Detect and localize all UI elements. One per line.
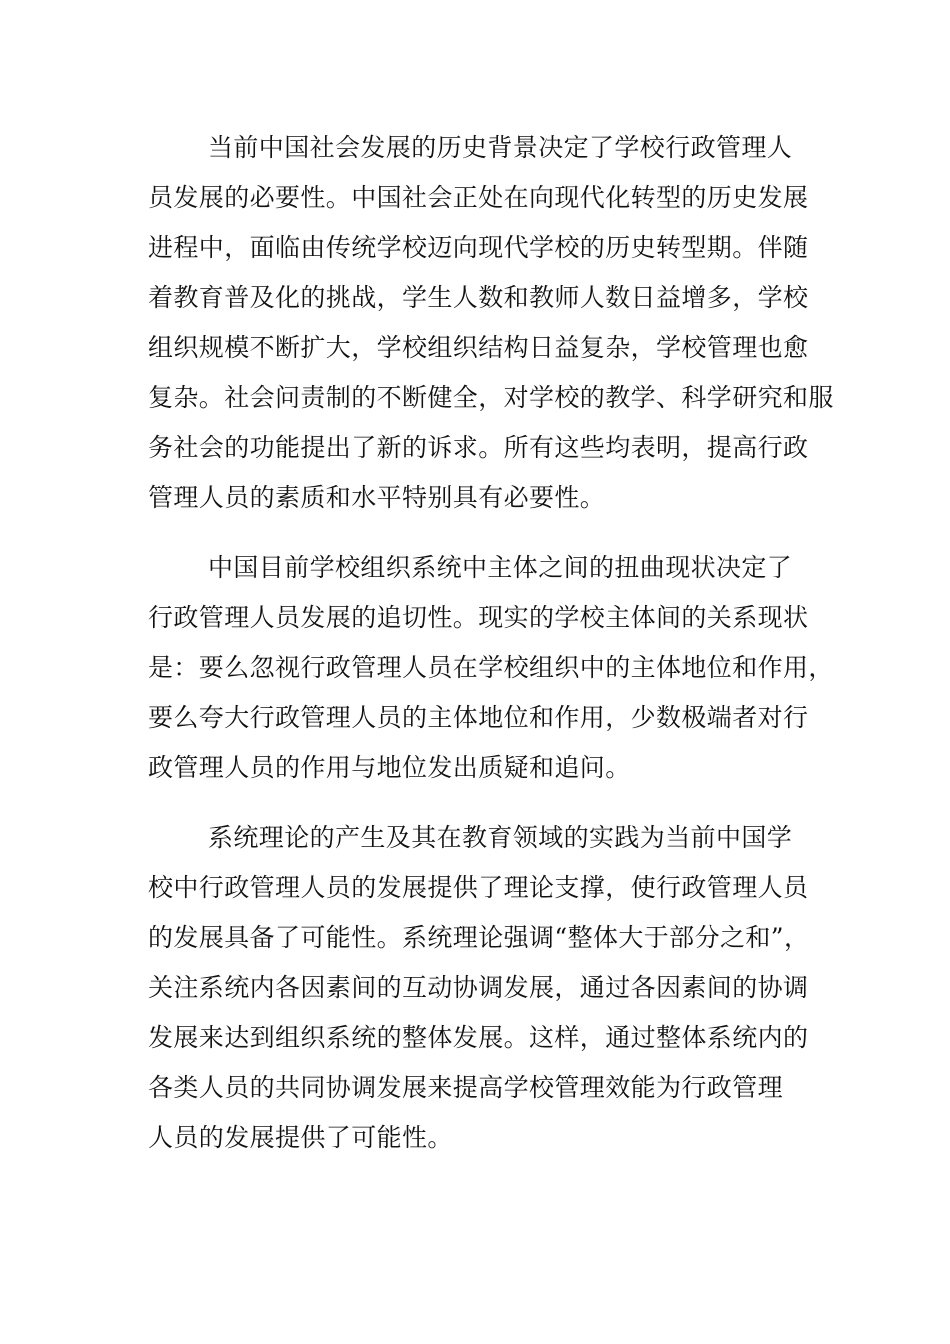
paragraph-line: 系统理论的产生及其在教育领域的实践为当前中国学 xyxy=(208,823,793,852)
paragraph-2 xyxy=(148,543,838,793)
paragraph-line: 复杂。社会问责制的不断健全，对学校的教学、科学研究和服 xyxy=(148,383,834,412)
paragraph-line: 员发展的必要性。中国社会正处在向现代化转型的历史发展 xyxy=(148,183,809,212)
paragraph-3 xyxy=(148,813,838,1163)
paragraph-line: 政管理人员的作用与地位发出质疑和追问。 xyxy=(148,753,631,782)
paragraph-line: 发展来达到组织系统的整体发展。这样，通过整体系统内的 xyxy=(148,1023,809,1052)
paragraph-line: 是：要么忽视行政管理人员在学校组织中的主体地位和作用， xyxy=(148,653,834,682)
paragraph-line: 行政管理人员发展的追切性。现实的学校主体间的关系现状 xyxy=(148,603,809,632)
paragraph-line: 当前中国社会发展的历史背景决定了学校行政管理人 xyxy=(208,133,793,162)
paragraph-line: 各类人员的共同协调发展来提高学校管理效能为行政管理 xyxy=(148,1073,784,1102)
paragraph-line: 管理人员的素质和水平特别具有必要性。 xyxy=(148,483,606,512)
paragraph-line: 的发展具备了可能性。系统理论强调“整体大于部分之和”， xyxy=(148,923,810,952)
paragraph-line: 进程中，面临由传统学校迈向现代学校的历史转型期。伴随 xyxy=(148,233,809,262)
paragraph-line: 中国目前学校组织系统中主体之间的扭曲现状决定了 xyxy=(208,553,793,582)
paragraph-line: 务社会的功能提出了新的诉求。所有这些均表明，提高行政 xyxy=(148,433,809,462)
paragraph-line: 人员的发展提供了可能性。 xyxy=(148,1123,453,1152)
paragraph-line: 要么夸大行政管理人员的主体地位和作用，少数极端者对行 xyxy=(148,703,809,732)
paragraph-line: 着教育普及化的挑战，学生人数和教师人数日益增多，学校 xyxy=(148,283,809,312)
paragraph-line: 校中行政管理人员的发展提供了理论支撑，使行政管理人员 xyxy=(148,873,809,902)
paragraph-line: 关注系统内各因素间的互动协调发展，通过各因素间的协调 xyxy=(148,973,809,1002)
paragraph-line: 组织规模不断扩大，学校组织结构日益复杂，学校管理也愈 xyxy=(148,333,809,362)
paragraph-1 xyxy=(148,123,838,523)
